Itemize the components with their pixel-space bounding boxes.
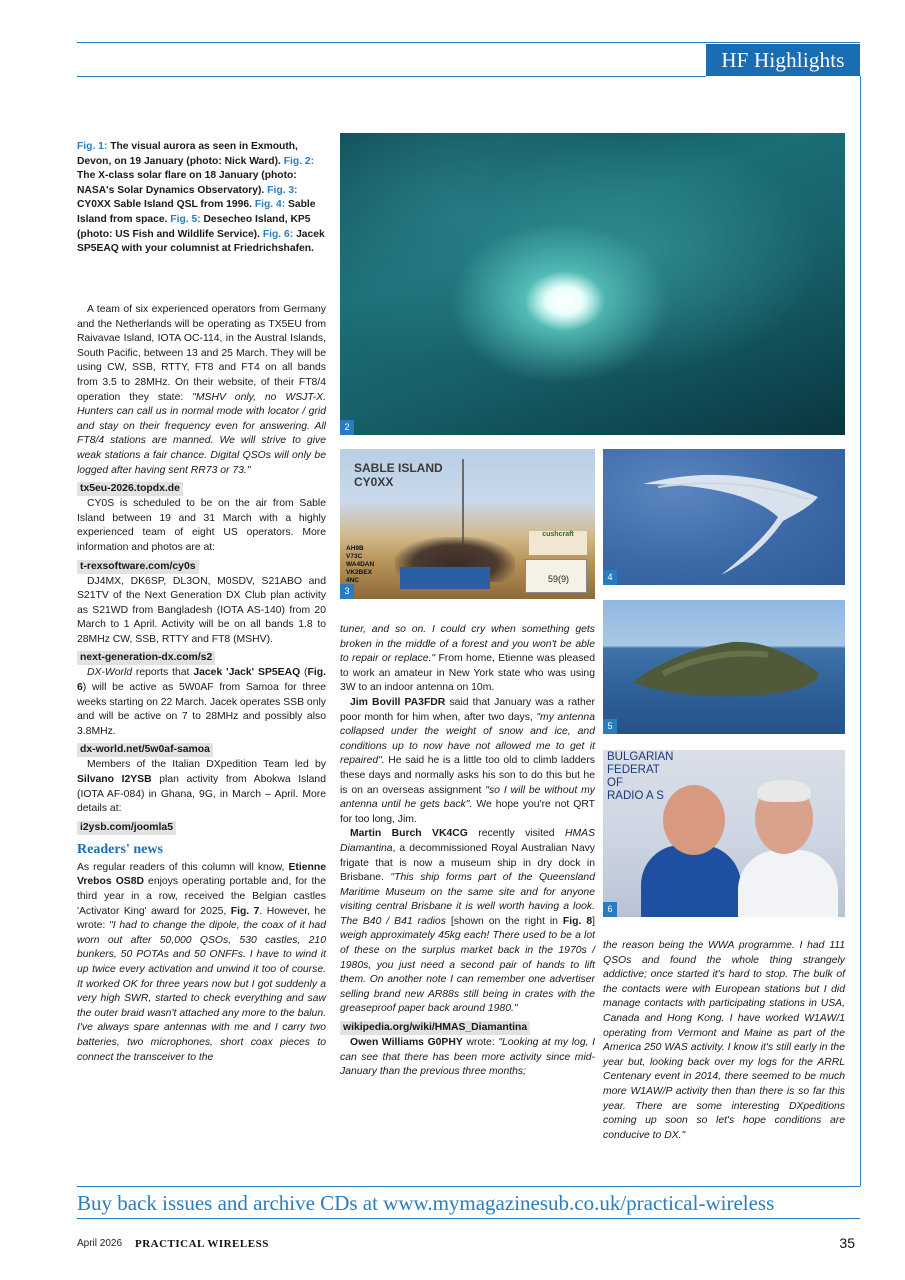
web-link[interactable]: i2ysb.com/joomla5 [77,821,176,835]
paragraph: CY0S is scheduled to be on the air from Sable Island between 19 and 31 March with a highly experienced team of eight US operators. More information and photos are at: [77,498,326,553]
figure-number: 4 [603,570,617,585]
paragraph: the reason being the WWA programme. I had 111 QSOs and found the whole thing strangely addictive; once started it's hard to stop. The bulk of the contacts were with European stations but I did manage contacts with participating stations in USA, Canada and Hong Kong. I have worked W1AW/1 operating from Vermont and Maine as part of the America 250 WAS activity. I know it's still early in the year but, looking back over my logs for the ARRL Centenary event in 2014, there seemed to be much more W1AW/P activity then than there is so far this year. There are some interesting DXpeditions coming up soon so let's hope conditions are conducive to DX." [603,940,845,1141]
section-title: HF Highlights [706,44,860,76]
island-shape [603,449,845,585]
web-link[interactable]: next-generation-dx.com/s2 [77,651,215,665]
footer-rule [77,1186,860,1187]
web-link[interactable]: dx-world.net/5w0af-samoa [77,743,213,757]
page-number: 35 [839,1235,855,1251]
caption-text: Jacek SP5EAQ with your columnist at Friedrichshafen. [77,228,325,255]
qsl-card-photo [340,449,595,599]
sponsor-logo: cushcraft [529,531,587,555]
caption-label: Fig. 2: [283,155,315,167]
column-3 [603,939,845,1143]
paragraph: A team of six experienced operators from Germany and the Netherlands will be operating as TX5EU from Raivavae Island, IOTA OC-114, in the Austral Islands, South Pacific, between 13 and 25 March. They will be using CW, SSB, RTTY, FT8 and FT4 on all bands from 3.5 to 28MHz. On their website, of their FT8/4 operation they state: "MSHV only, no WSJT-X. Hunters can call us in normal mode with locator / grid and stay on their frequency even for answering. All FT8/4 stations are manned. We will strive to give weak stations a fair chance. Digital QSOs will only be logged after having sent RR73 or 73." [77,304,326,476]
caption-label: Fig. 5: [170,213,201,225]
footer-rule [77,1218,860,1219]
column-2 [340,623,595,1080]
paragraph: Martin Burch VK4CG recently visited HMAS Diamantina, a decommissioned Royal Australian Navy frigate that is now a museum ship in dry dock in Brisbane. "This ship forms part of the Queensland Maritime Museum on the same site and for anyone visiting central Brisbane it is well worth having a look. The B40 / B41 radios [shown on the right in Fig. 8] weigh approximately 45kg each! There used to be a lot of these on the surplus market back in the 1970s / 1980s, you just need a second pair of hands to lift them. On another note I can remember one advertiser selling brand new AR88s still being in crates with the greaseproof paper back around 1980." [340,828,596,1015]
issue-date: April 2026 [77,1238,123,1249]
paragraph: DX-World reports that Jacek 'Jack' SP5EAQ (Fig. 6) will be active as 5W0AF from Samoa for three weeks starting on 22 March. Jacek operates SSB only and will be active on 7 to 28MHz and possibly also 3.8MHz. [77,667,326,737]
caption-text: The visual aurora as seen in Exmouth, Devon, on 19 January (photo: Nick Ward). [77,141,298,167]
figure-number: 3 [340,584,354,599]
caption-text: The X-class solar flare on 18 January (photo: NASA's Solar Dynamics Observatory). [77,170,297,196]
banner [400,567,490,589]
paragraph: tuner, and so on. I could cry when something gets broken in the middle of a forest and you won't be able to repair or replace." From home, Etienne was pleased to work an amateur in New York state who was using 3W to an indoor antenna on 10m. [340,624,595,694]
caption-label: Fig. 1: [77,141,108,152]
web-link[interactable]: tx5eu-2026.topdx.de [77,482,183,496]
paragraph: Members of the Italian DXpedition Team led by Silvano I2YSB plan activity from Abokwa Island (IOTA AF-084) in Ghana, 9G, in March – April. More details at: [77,759,326,815]
friedrichshafen-photo [603,750,845,917]
sign-text: BULGARIAN FEDERAT OF RADIO A S [607,751,674,802]
figure-number: 6 [603,902,617,917]
caption-text: Desecheo Island, KP5 (photo: US Fish and Wildlife Service). [77,213,311,240]
antenna-mast [462,459,464,544]
paragraph: DJ4MX, DK6SP, DL3ON, M0SDV, S21ABO and S21TV of the Next Generation DX Club plan activity as S21WD from Bangladesh (IOTA AS-140) from 20 March to 1 April. Activity will be on all bands 1.8 to 28MHz CW, SSB, RTTY and FT8 (MSHV). [77,575,326,645]
footer-promo[interactable]: Buy back issues and archive CDs at www.mymagazinesub.co.uk/practical-wireless [77,1191,775,1215]
column-1 [77,303,326,1065]
caption-label: Fig. 4: [254,199,286,211]
person-left-head [663,785,725,855]
island-shape [603,600,845,734]
caption-label: Fig. 6: [262,228,294,240]
desecheo-island-photo [603,600,845,734]
header-underline [77,76,706,77]
caption-text: CY0XX Sable Island QSL from 1996. [77,199,252,211]
person-left [641,845,741,917]
caption-label: Fig. 3: [267,184,298,196]
operator-calls: AH9B V73C WA4DAN VK2BEX 4NC [346,545,375,584]
figure-number: 5 [603,719,617,734]
person-right [738,850,838,917]
paragraph: Jim Bovill PA3FDR said that January was a rather poor month for him when, after two days, "my antenna collapsed under the weight of snow and ice, and conditions up to now have not allowed me to get it repaired". He said he is a little too old to climb ladders these days and normally asks his son to do this but he is on an overseas assignment "so I will be without my antenna until he gets back". We hope you're not QRT for too long, Jim. [340,696,595,825]
page-right-rule [860,76,861,1186]
paragraph: As regular readers of this column will know, Etienne Vrebos OS8D enjoys operating portable and, for the third year in a row, received the Belgian castles 'Activator King' award for 2025, Fig. 7. However, he wrote: "I had to change the dipole, the coax of it had worn out after 50,000 QSOs, 530 castles, 210 bunkers, 50 POTAs and 50 ONFFs. I have to wind it up twice every activation and unwind it too of course. It worked OK for three years now but I got suddenly a very high SWR, started to check everything and saw the outer braid wasn't attached any more to the balun. I've always spare antennas with me and I carry two batteries, two microphones, short coax pieces to connect the transceiver to the [77,861,326,1063]
subheading-readers-news: Readers' news [77,841,163,857]
web-link[interactable]: wikipedia.org/wiki/HMAS_Diamantina [340,1021,530,1035]
header-rule [77,42,860,43]
qsl-report-box: 59(9) [525,559,587,593]
sable-island-photo [603,449,845,585]
web-link[interactable]: t-rexsoftware.com/cy0s [77,560,199,574]
caption-text: Sable Island from space. [77,199,316,225]
figure-number: 2 [340,420,354,435]
paragraph: Owen Williams G0PHY wrote: "Looking at my log, I can see that there has been more activity since mid-January than the previous three months; [340,1037,595,1078]
qsl-title: SABLE ISLAND CY0XX [354,461,443,489]
solar-flare-photo [340,133,845,435]
person-right-hair [757,780,811,802]
magazine-name: PRACTICAL WIRELESS [135,1238,269,1250]
figure-captions [77,140,325,257]
